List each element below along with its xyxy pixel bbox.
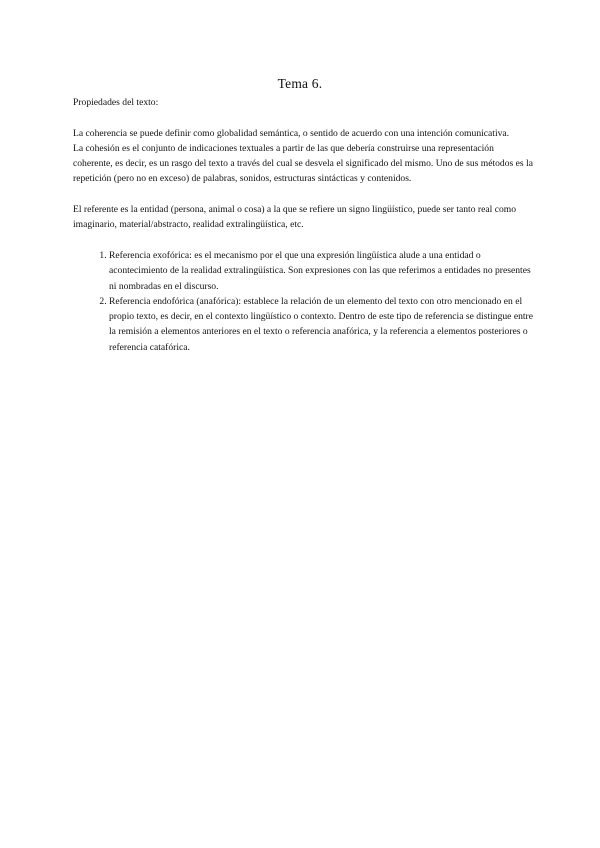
list-item-endoforica: 2. Referencia endofórica (anafórica): establece la relación de un elemento del texto con otro mencionado en el propio texto, es decir, en el contexto lingüístico o contexto. Dentro de este tipo de referencia se distingue entre la remisión a elementos anteriores en el texto o referencia anafórica, y la referencia a elementos posteriores o referencia catafórica. bbox=[109, 294, 533, 355]
paragraph-coherencia: La coherencia se puede definir como globalidad semántica, o sentido de acuerdo con una intención comunicativa. bbox=[73, 127, 510, 139]
section-heading: Propiedades del texto: bbox=[73, 97, 159, 108]
paragraph-cohesion: La cohesión es el conjunto de indicaciones textuales a partir de las que debería construirse una representación coherente, es decir, es un rasgo del texto a través del cual se desvela el significado del mismo. Uno de sus métodos es la repetición (pero no en exceso) de palabras, sonidos, estructuras sintácticas y contenidos. bbox=[73, 142, 533, 185]
reference-list bbox=[73, 248, 533, 355]
document-title: Tema 6. bbox=[277, 76, 323, 91]
list-item-exoforica: 1. Referencia exofórica: es el mecanismo por el que una expresión lingüística alude a una entidad o acontecimiento de la realidad extralingüística. Son expresiones con las que referimos a entidades no presentes ni nombradas en el discurso. bbox=[109, 248, 533, 294]
paragraph-referente: El referente es la entidad (persona, animal o cosa) a la que se refiere un signo lingüístico, puede ser tanto real como imaginario, material/abstracto, realidad extralingüística, etc. bbox=[73, 204, 517, 231]
paragraph-spacer bbox=[73, 187, 533, 202]
document-body bbox=[73, 95, 533, 355]
paragraph-spacer bbox=[73, 110, 533, 125]
paragraph-spacer bbox=[73, 233, 533, 248]
